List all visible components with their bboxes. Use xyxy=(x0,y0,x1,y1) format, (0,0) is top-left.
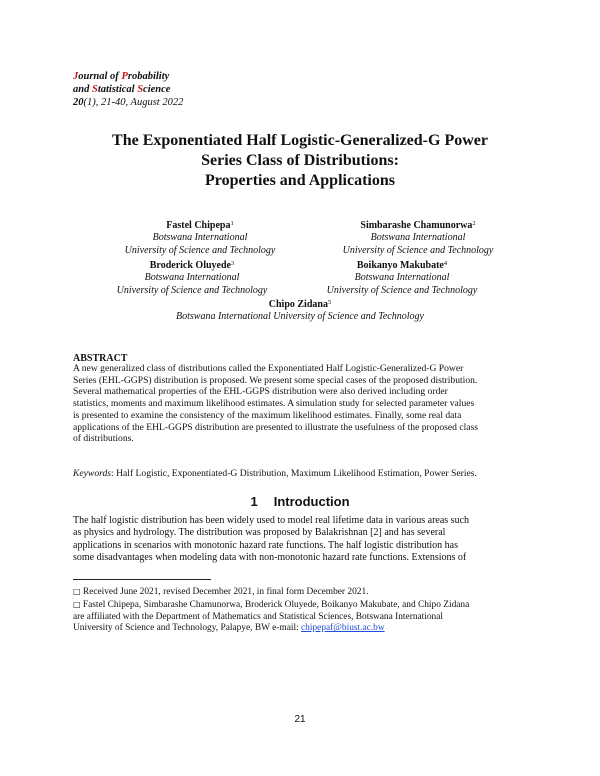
author-sup: 4 xyxy=(443,260,448,267)
footnote-marker: □ xyxy=(73,599,81,609)
title-line: Series Class of Distributions: xyxy=(201,152,399,169)
journal-title-line-1: Journal of Probability xyxy=(73,71,170,82)
journal-issue: 20(1), 21-40, August 2022 xyxy=(73,97,184,108)
author-name: Chipo Zidana xyxy=(268,299,328,310)
journal-title-line-2: and Statistical Science xyxy=(73,84,171,95)
abstract-line: Series (EHL-GGPS) distribution is proposed. We present some special cases of the proposed distribution. xyxy=(73,374,478,386)
author-sup: 1 xyxy=(230,220,234,227)
intro-line: as physics and hydrology. The distribution was proposed by Balakrishnan [2] and has several xyxy=(73,527,446,539)
section-heading xyxy=(0,494,600,509)
keywords-text: : Half Logistic, Exponentiated-G Distribution, Maximum Likelihood Estimation, Power Series. xyxy=(111,468,477,479)
email-link[interactable]: chipepaf@biust.ac.bw xyxy=(301,623,385,634)
abstract-line: is presented to examine the consistency of the maximum likelihood estimates. Finally, some real data xyxy=(73,409,462,421)
author-affiliation: University of Science and Technology xyxy=(342,244,494,256)
author-affiliation: University of Science and Technology xyxy=(124,244,276,256)
author-name: Boikanyo Makubate xyxy=(356,260,444,271)
intro-body xyxy=(73,515,531,564)
intro-line: applications in scenarios with monotonic hazard rate functions. The half logistic distribution has xyxy=(73,539,459,551)
author-affiliation: Botswana International xyxy=(370,232,466,244)
abstract-line: applications of the EHL-GGPS distribution are presented to illustrate the usefulness of the proposed class xyxy=(73,421,478,433)
author-name: Broderick Oluyede xyxy=(149,260,231,271)
author-block-5 xyxy=(100,299,500,324)
section-title: Introduction xyxy=(273,494,350,509)
author-affiliation: Botswana International xyxy=(144,272,240,284)
title-line: The Exponentiated Half Logistic-Generalized-G Power xyxy=(112,132,488,149)
author-affiliation: Botswana International xyxy=(354,272,450,284)
page-number: 21 xyxy=(294,714,306,725)
abstract-heading: ABSTRACT xyxy=(73,353,128,364)
footnote-2: □ Fastel Chipepa, Simbarashe Chamunorwa, Broderick Oluyede, Boikanyo Makubate, and Chipo Zidana are affiliated with the Department of Mathematics and Statistical Sciences, Botswana International University of Science and Technology, Palapye, BW e-mail: chipepaf@biust.ac.bw xyxy=(73,599,543,635)
author-affiliation: University of Science and Technology xyxy=(116,284,268,296)
abstract-line: of distributions. xyxy=(73,433,134,445)
intro-line: some disadvantages when modeling data with non-monotonic hazard rate functions. Extensions of xyxy=(73,551,467,563)
author-sup: 2 xyxy=(472,220,476,227)
abstract-line: statistics, moments and maximum likelihood estimates. A simulation study for selected parameter values xyxy=(73,398,475,410)
footnotes xyxy=(73,586,543,635)
author-block-2 xyxy=(318,220,518,257)
footnote-marker: □ xyxy=(73,587,81,596)
author-affiliation: University of Science and Technology xyxy=(326,284,478,296)
section-number: 1 xyxy=(250,494,258,509)
author-affiliation: Botswana International xyxy=(152,232,248,244)
author-block-3 xyxy=(92,260,292,297)
abstract-body xyxy=(73,363,531,445)
footnote-1: □ Received June 2021, revised December 2021, in final form December 2021. xyxy=(73,587,369,597)
footnote-line: are affiliated with the Department of Mathematics and Statistical Sciences, Botswana International xyxy=(73,611,444,622)
footnote-rule xyxy=(73,579,211,580)
abstract-line: A new generalized class of distributions called the Exponentiated Half Logistic-Generalized-G Power xyxy=(73,363,464,374)
title-line: Properties and Applications xyxy=(205,172,395,189)
author-name: Fastel Chipepa xyxy=(166,220,231,231)
keywords xyxy=(73,468,543,480)
author-affiliation: Botswana International University of Science and Technology xyxy=(176,311,424,323)
abstract-line: Several mathematical properties of the EHL-GGPS distribution were also derived including order xyxy=(73,386,448,398)
intro-line: The half logistic distribution has been widely used to model real lifetime data in various areas such xyxy=(73,515,470,526)
journal-header xyxy=(73,70,183,109)
author-name: Simbarashe Chamunorwa xyxy=(360,220,473,231)
footnote-line: University of Science and Technology, Palapye, BW e-mail: xyxy=(73,623,302,634)
author-sup: 3 xyxy=(230,260,235,267)
author-block-1 xyxy=(100,220,300,257)
keywords-label: Keywords xyxy=(73,468,112,479)
paper-title xyxy=(0,131,600,191)
author-block-4 xyxy=(302,260,502,297)
author-sup: 5 xyxy=(327,299,332,306)
